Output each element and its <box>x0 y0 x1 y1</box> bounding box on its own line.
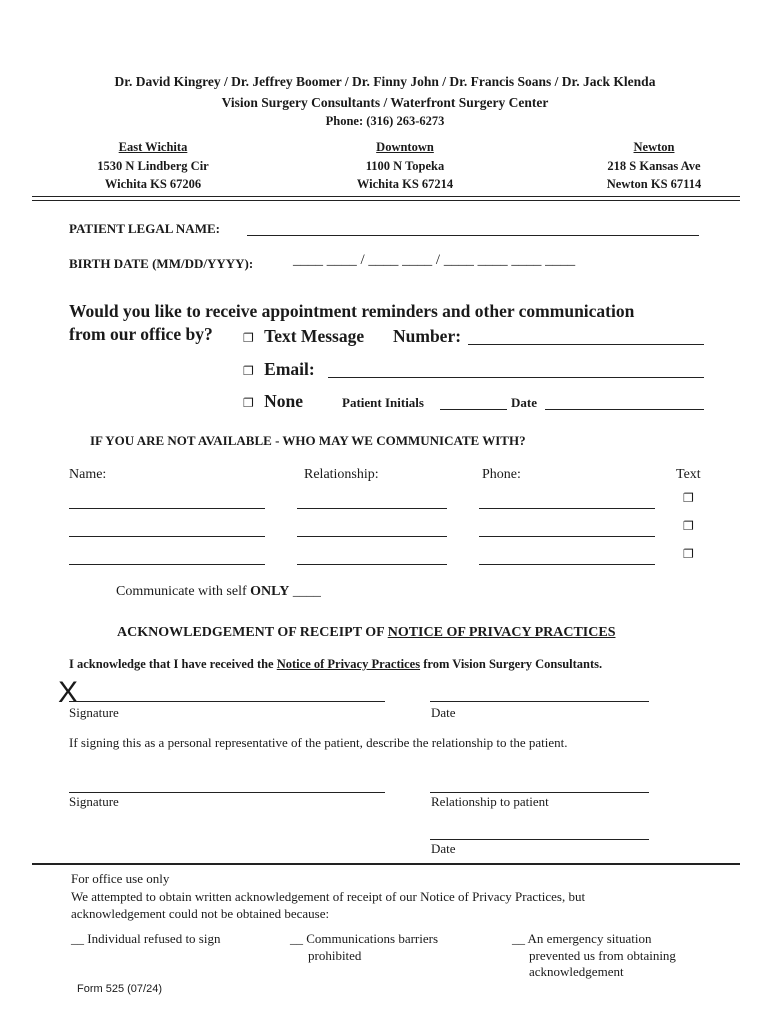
reason-refused[interactable]: __ Individual refused to sign <box>71 931 221 946</box>
privacy-practices-link: Notice of Privacy Practices <box>276 657 421 671</box>
heading-prefix: ACKNOWLEDGEMENT OF RECEIPT OF <box>117 625 388 640</box>
col-relationship-header: Relationship: <box>304 467 379 482</box>
reason-line: __ An emergency situation <box>512 931 652 946</box>
ack-text-suffix: from Vision Surgery Consultants. <box>420 657 603 671</box>
email-label: Email: <box>264 359 315 379</box>
text-message-label: Text Message <box>264 326 365 346</box>
location-street: 218 S Kansas Ave <box>607 158 701 173</box>
contact-name-field[interactable] <box>69 564 265 565</box>
contact-relationship-field[interactable] <box>297 564 447 565</box>
signature-x-mark: X <box>58 676 79 709</box>
reason-emergency[interactable] <box>512 931 676 981</box>
self-only-field[interactable]: ____ <box>292 584 321 599</box>
location-city: Wichita KS 67214 <box>356 177 454 191</box>
alternate-heading: IF YOU ARE NOT AVAILABLE - WHO MAY WE COMMUNICATE WITH? <box>90 433 526 448</box>
comm-date-label: Date <box>511 395 537 410</box>
privacy-practices-heading-link: NOTICE OF PRIVACY PRACTICES <box>387 625 616 640</box>
contact-phone-field[interactable] <box>479 564 655 565</box>
header-divider-bottom <box>32 200 740 201</box>
location-name: East Wichita <box>118 140 188 154</box>
location-name: Downtown <box>376 140 434 154</box>
number-label: Number: <box>393 326 462 346</box>
form-number: Form 525 (07/24) <box>77 983 162 995</box>
acknowledgement-heading <box>117 625 616 641</box>
checkbox-icon[interactable]: ❐ <box>683 547 694 561</box>
doctor-list: Dr. David Kingrey / Dr. Jeffrey Boomer / Dr. Finny John / Dr. Francis Soans / Dr. Jack Klenda <box>114 74 656 89</box>
reason-line: acknowledgement <box>529 964 624 979</box>
reason-line: prohibited <box>308 947 362 963</box>
location-name: Newton <box>633 140 675 154</box>
patient-initials-field[interactable] <box>440 409 507 410</box>
header-divider-top <box>32 196 740 197</box>
rep-date-label: Date <box>431 841 456 856</box>
communicate-self-only <box>116 584 321 600</box>
office-use-text-line1: We attempted to obtain written acknowledgement of receipt of our Notice of Privacy Practices, but <box>71 889 586 904</box>
location-city: Wichita KS 67206 <box>104 177 202 191</box>
rep-signature-label: Signature <box>69 794 119 809</box>
location-city: Newton KS 67114 <box>606 177 702 191</box>
checkbox-icon[interactable]: ❐ <box>683 519 694 533</box>
office-divider <box>32 863 740 865</box>
rep-signature-field[interactable] <box>69 792 385 793</box>
office-use-title: For office use only <box>71 871 170 886</box>
reason-line: __ Communications barriers <box>290 931 439 946</box>
communication-question-line1: Would you like to receive appointment reminders and other communication <box>69 301 635 321</box>
practice-name: Vision Surgery Consultants / Waterfront Surgery Center <box>221 95 549 110</box>
contact-relationship-field[interactable] <box>297 536 447 537</box>
signature-date-field[interactable] <box>430 701 649 702</box>
checkbox-icon[interactable]: ❐ <box>243 331 254 345</box>
col-phone-header: Phone: <box>482 467 521 482</box>
reason-communication-barriers[interactable] <box>290 931 438 964</box>
self-label: Communicate with self <box>116 584 247 599</box>
signature-field[interactable] <box>69 701 385 702</box>
email-option[interactable] <box>243 359 315 380</box>
phone: Phone: (316) 263-6273 <box>325 114 445 128</box>
communication-question-line2: from our office by? <box>69 324 213 344</box>
contact-name-field[interactable] <box>69 508 265 509</box>
reason-line: prevented us from obtaining <box>529 947 676 963</box>
checkbox-icon[interactable]: ❐ <box>243 396 254 410</box>
relationship-field[interactable] <box>430 792 649 793</box>
contact-relationship-field[interactable] <box>297 508 447 509</box>
location-downtown <box>325 138 485 194</box>
ack-text-prefix: I acknowledge that I have received the <box>69 657 277 671</box>
patient-name-field[interactable] <box>247 235 699 236</box>
contact-phone-field[interactable] <box>479 508 655 509</box>
office-use-text-line2: acknowledgement could not be obtained because: <box>71 906 330 921</box>
birth-date-label: BIRTH DATE (MM/DD/YYYY): <box>69 256 254 271</box>
col-text-header: Text <box>676 467 701 482</box>
email-field[interactable] <box>328 377 704 378</box>
checkbox-icon[interactable]: ❐ <box>683 491 694 505</box>
patient-initials-label: Patient Initials <box>342 395 424 410</box>
location-east-wichita <box>73 138 233 194</box>
contact-phone-field[interactable] <box>479 536 655 537</box>
self-only-emphasis: ONLY <box>250 584 290 599</box>
signature-date-label: Date <box>431 705 456 720</box>
relationship-label: Relationship to patient <box>431 794 549 809</box>
comm-date-field[interactable] <box>545 409 704 410</box>
rep-date-field[interactable] <box>430 839 649 840</box>
none-label: None <box>264 391 304 411</box>
none-option[interactable] <box>243 391 303 412</box>
location-newton <box>574 138 734 194</box>
representative-instructions: If signing this as a personal representative of the patient, describe the relationship to the patient. <box>69 735 568 750</box>
location-street: 1530 N Lindberg Cir <box>97 158 209 173</box>
text-message-option[interactable] <box>243 326 364 347</box>
patient-name-label: PATIENT LEGAL NAME: <box>69 221 220 236</box>
acknowledgement-text <box>69 657 602 672</box>
signature-label: Signature <box>69 705 119 720</box>
col-name-header: Name: <box>69 467 107 482</box>
number-field[interactable] <box>468 344 704 345</box>
checkbox-icon[interactable]: ❐ <box>243 364 254 378</box>
contact-name-field[interactable] <box>69 536 265 537</box>
birth-date-field[interactable]: ____ ____ / ____ ____ / ____ ____ ____ ____ <box>293 252 576 268</box>
location-street: 1100 N Topeka <box>365 158 445 173</box>
